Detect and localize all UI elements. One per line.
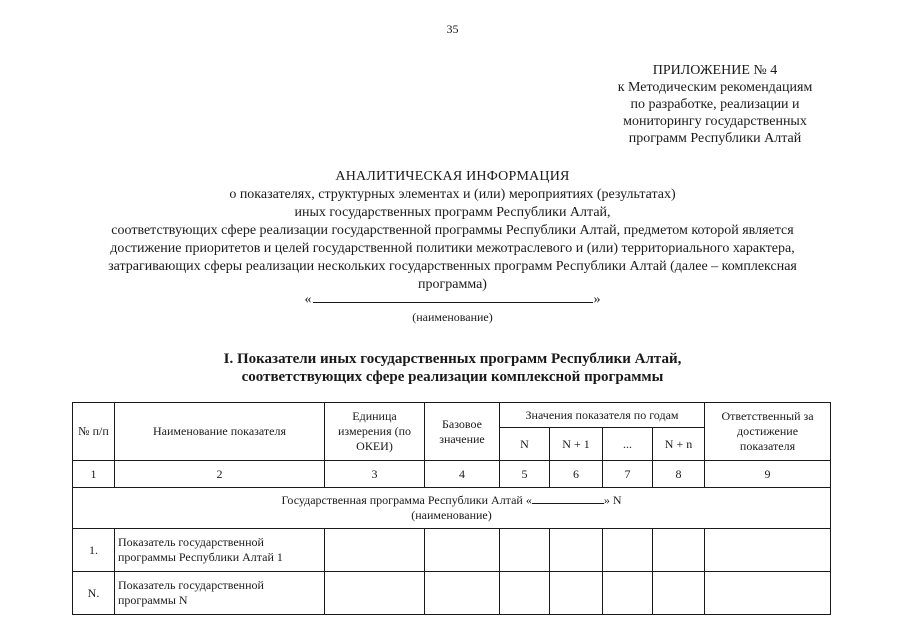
row-indicator-name: Показатель государственной программы N [115,572,325,615]
column-number: 4 [425,461,500,488]
heading-line: о показателях, структурных элементах и (или) мероприятиях (результатах) [229,187,676,202]
appendix-line: к Методическим рекомендациям [617,80,813,95]
column-number: 2 [115,461,325,488]
appendix-block [600,62,830,147]
name-caption: (наименование) [412,310,493,324]
indicators-table [72,402,831,615]
heading-line: программа) [418,277,487,292]
header-row [73,403,831,428]
program-line [76,493,827,508]
row-responsible-cell [705,529,831,572]
table-row [73,529,831,572]
program-name-field [0,290,905,308]
heading-line: иных государственных программ Республики Алтай, [294,205,611,220]
table-row [73,572,831,615]
row-value-cell [603,529,653,572]
program-blank-line [532,493,604,504]
appendix-title: ПРИЛОЖЕНИЕ № 4 [652,63,778,78]
row-indicator-name: Показатель государственной программы Республики Алтай 1 [115,529,325,572]
row-value-cell [500,529,550,572]
header-responsible: Ответственный за достижение показателя [705,403,831,461]
heading-line: достижение приоритетов и целей государственной политики межотраслевого и (или) территориального характера, [110,241,795,256]
program-prefix: Государственная программа Республики Алтай « [281,493,532,507]
close-quote: » [593,292,601,307]
section-title-line: I. Показатели иных государственных программ Республики Алтай, [223,351,682,367]
name-blank-line [313,290,593,303]
column-number: 9 [705,461,831,488]
document-title: АНАЛИТИЧЕСКАЯ ИНФОРМАЦИЯ [335,169,570,184]
program-cell [73,488,831,529]
section-title [0,350,905,386]
header-base: Базовое значение [425,403,500,461]
program-suffix: » N [603,493,622,507]
header-name: Наименование показателя [115,403,325,461]
column-number: 1 [73,461,115,488]
header-year: N [500,428,550,461]
column-number: 7 [603,461,653,488]
row-value-cell [653,529,705,572]
row-value-cell [500,572,550,615]
column-number: 6 [550,461,603,488]
row-value-cell [550,529,603,572]
row-num: 1. [73,529,115,572]
row-value-cell [603,572,653,615]
header-values-group: Значения показателя по годам [500,403,705,428]
row-base-cell [425,529,500,572]
appendix-line: программ Республики Алтай [628,131,802,146]
page-number: 35 [446,22,459,36]
column-number: 8 [653,461,705,488]
appendix-line: по разработке, реализации и [630,97,800,112]
row-unit-cell [325,572,425,615]
header-year: ... [603,428,653,461]
header-num: № п/п [73,403,115,461]
row-responsible-cell [705,572,831,615]
column-number: 5 [500,461,550,488]
open-quote: « [304,292,312,307]
section-title-line: соответствующих сфере реализации комплексной программы [241,369,664,385]
header-year: N + 1 [550,428,603,461]
row-unit-cell [325,529,425,572]
column-number: 3 [325,461,425,488]
row-num: N. [73,572,115,615]
program-row [73,488,831,529]
heading-line: соответствующих сфере реализации государственной программы Республики Алтай, предметом которой является [111,223,794,238]
program-caption: (наименование) [411,508,492,522]
column-number-row [73,461,831,488]
heading-line: затрагивающих сферы реализации нескольких государственных программ Республики Алтай (далее – комплексная [108,259,797,274]
row-value-cell [550,572,603,615]
row-base-cell [425,572,500,615]
document-heading [60,168,845,294]
appendix-line: мониторингу государственных [623,114,807,129]
row-value-cell [653,572,705,615]
header-unit: Единица измерения (по ОКЕИ) [325,403,425,461]
header-year: N + n [653,428,705,461]
